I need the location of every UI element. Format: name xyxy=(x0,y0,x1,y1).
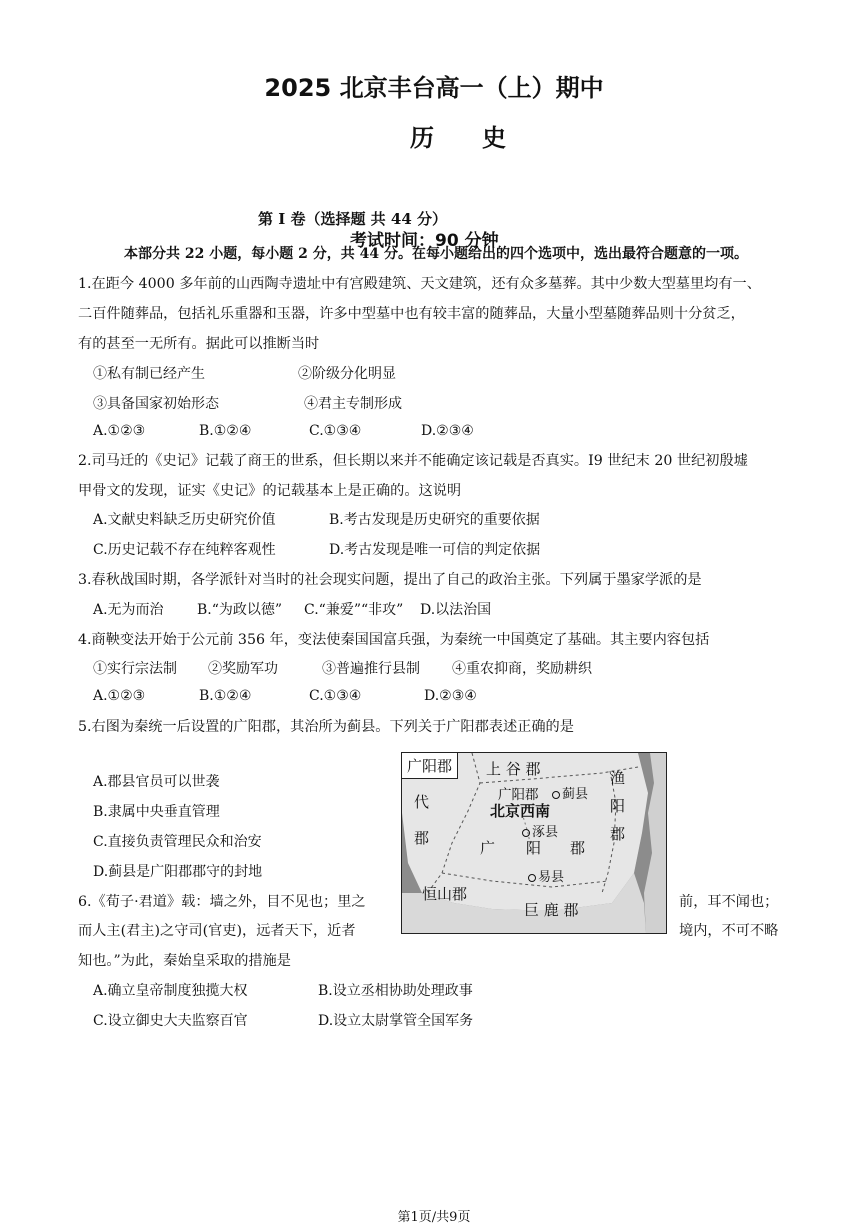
q1-item-1: ①私有制已经产生 xyxy=(93,366,205,382)
map-title-box: 广阳郡 xyxy=(402,753,458,779)
q2-option-c: C.历史记载不存在纯粹客观性 xyxy=(93,542,276,558)
city-dot-icon xyxy=(528,874,536,882)
q1-option-a: A.①②③ xyxy=(93,423,146,439)
q6-option-d: D.设立太尉掌管全国军务 xyxy=(318,1013,474,1029)
map-label-jun: 郡 xyxy=(570,839,586,857)
map-label-guangyang-seat: 广阳郡 xyxy=(498,787,539,803)
q3-option-c: C.“兼爱”“非攻” xyxy=(304,602,404,618)
section-instructions: 本部分共 22 小题，每小题 2 分，共 44 分。在每小题给出的四个选项中，选出最符合题意的一项。 xyxy=(124,246,748,262)
q4-line-1: 4.商鞅变法开始于公元前 356 年，变法使秦国国富兵强，为秦统一中国奠定了基础。其主要内容包括 xyxy=(78,632,710,648)
map-label-guang: 广 xyxy=(480,839,496,857)
q6-line-2-right: 境内，不可不略 xyxy=(679,923,779,939)
city-dot-icon xyxy=(522,829,530,837)
map-label-hengshan: 恒山郡 xyxy=(422,885,468,903)
q3-option-d: D.以法治国 xyxy=(420,602,492,618)
q3-line-1: 3.春秋战国时期，各学派针对当时的社会现实问题，提出了自己的政治主张。下列属于墨家学派的是 xyxy=(78,572,702,588)
q5-option-a: A.郡县官员可以世袭 xyxy=(93,774,220,790)
q1-line-2: 二百件随葬品，包括礼乐重器和玉器，许多中型墓中也有较丰富的随葬品，大量小型墓随葬品则十分贫乏， xyxy=(78,306,745,322)
q4-item-3: ③普遍推行县制 xyxy=(322,661,420,677)
q4-option-d: D.②③④ xyxy=(424,688,477,704)
map-label-beijing-xinan: 北京西南 xyxy=(490,802,551,820)
subject-title: 历史 xyxy=(410,124,554,152)
q5-option-c: C.直接负责管理民众和治安 xyxy=(93,834,262,850)
q2-option-a: A.文献史料缺乏历史研究价值 xyxy=(93,512,276,528)
q1-item-4: ④君主专制形成 xyxy=(304,396,402,412)
q4-option-b: B.①②④ xyxy=(199,688,252,704)
q4-item-4: ④重农抑商，奖励耕织 xyxy=(452,661,592,677)
q6-line-3: 知也。”为此，秦始皇采取的措施是 xyxy=(78,953,291,969)
q3-option-b: B.“为政以德” xyxy=(197,602,283,618)
exam-title: 2025 北京丰台高一（上）期中 xyxy=(264,74,604,102)
map-label-yuyang-2: 阳 xyxy=(610,797,626,815)
map-label-jixian: 蓟县 xyxy=(552,783,588,802)
q3-option-a: A.无为而治 xyxy=(93,602,164,618)
q1-option-c: C.①③④ xyxy=(309,423,362,439)
q1-option-b: B.①②④ xyxy=(199,423,252,439)
q1-item-2: ②阶级分化明显 xyxy=(298,366,396,382)
city-dot-icon xyxy=(552,791,560,799)
map-label-zhuoxian: 涿县 xyxy=(522,821,558,840)
q5-option-d: D.蓟县是广阳郡郡守的封地 xyxy=(93,864,263,880)
map-label-dai-1: 代 xyxy=(414,793,430,811)
map-label-yang: 阳 xyxy=(526,839,542,857)
q6-line-2-left: 而人主(君主)之守司(官吏)，远者天下，近者 xyxy=(78,923,356,939)
guangyang-map xyxy=(401,752,667,934)
q6-line-1-left: 6.《荀子·君道》载：墙之外，目不见也；里之 xyxy=(78,894,366,910)
q1-item-3: ③具备国家初始形态 xyxy=(93,396,219,412)
q5-line-1: 5.右图为秦统一后设置的广阳郡，其治所为蓟县。下列关于广阳郡表述正确的是 xyxy=(78,719,574,735)
q4-option-a: A.①②③ xyxy=(93,688,146,704)
q4-item-2: ②奖励军功 xyxy=(208,661,278,677)
q6-option-a: A.确立皇帝制度独揽大权 xyxy=(93,983,248,999)
map-label-yuyang-1: 渔 xyxy=(610,769,626,787)
q4-option-c: C.①③④ xyxy=(309,688,362,704)
q2-line-2: 甲骨文的发现，证实《史记》的记载基本上是正确的。这说明 xyxy=(78,483,462,499)
map-label-dai-2: 郡 xyxy=(414,829,430,847)
page-number: 第1页/共9页 xyxy=(397,1210,471,1225)
exam-time: 考试时间：90 分钟 xyxy=(350,231,499,251)
q1-line-3: 有的甚至一无所有。据此可以推断当时 xyxy=(78,336,320,352)
q6-option-b: B.设立丞相协助处理政事 xyxy=(318,983,473,999)
q6-line-1-right: 前，耳不闻也； xyxy=(679,894,779,910)
q1-line-1: 1.在距今 4000 多年前的山西陶寺遗址中有宫殿建筑、天文建筑，还有众多墓葬。其中少数大型墓里均有一、 xyxy=(78,276,761,292)
q2-option-b: B.考古发现是历史研究的重要依据 xyxy=(329,512,540,528)
q2-line-1: 2.司马迁的《史记》记载了商王的世系，但长期以来并不能确定该记载是否真实。I9 世纪末 20 世纪初殷墟 xyxy=(78,453,748,469)
map-coast-region xyxy=(644,753,666,933)
map-label-shanggu: 上 谷 郡 xyxy=(486,760,541,778)
q2-option-d: D.考古发现是唯一可信的判定依据 xyxy=(329,542,541,558)
q4-item-1: ①实行宗法制 xyxy=(93,661,177,677)
q5-option-b: B.隶属中央垂直管理 xyxy=(93,804,220,820)
map-label-julu: 巨 鹿 郡 xyxy=(524,901,579,919)
map-label-yixian: 易县 xyxy=(528,866,564,885)
map-label-yuyang-3: 郡 xyxy=(610,825,626,843)
section-heading: 第 I 卷（选择题 共 44 分） xyxy=(258,210,448,228)
q6-option-c: C.设立御史大夫监察百官 xyxy=(93,1013,248,1029)
q1-option-d: D.②③④ xyxy=(421,423,474,439)
